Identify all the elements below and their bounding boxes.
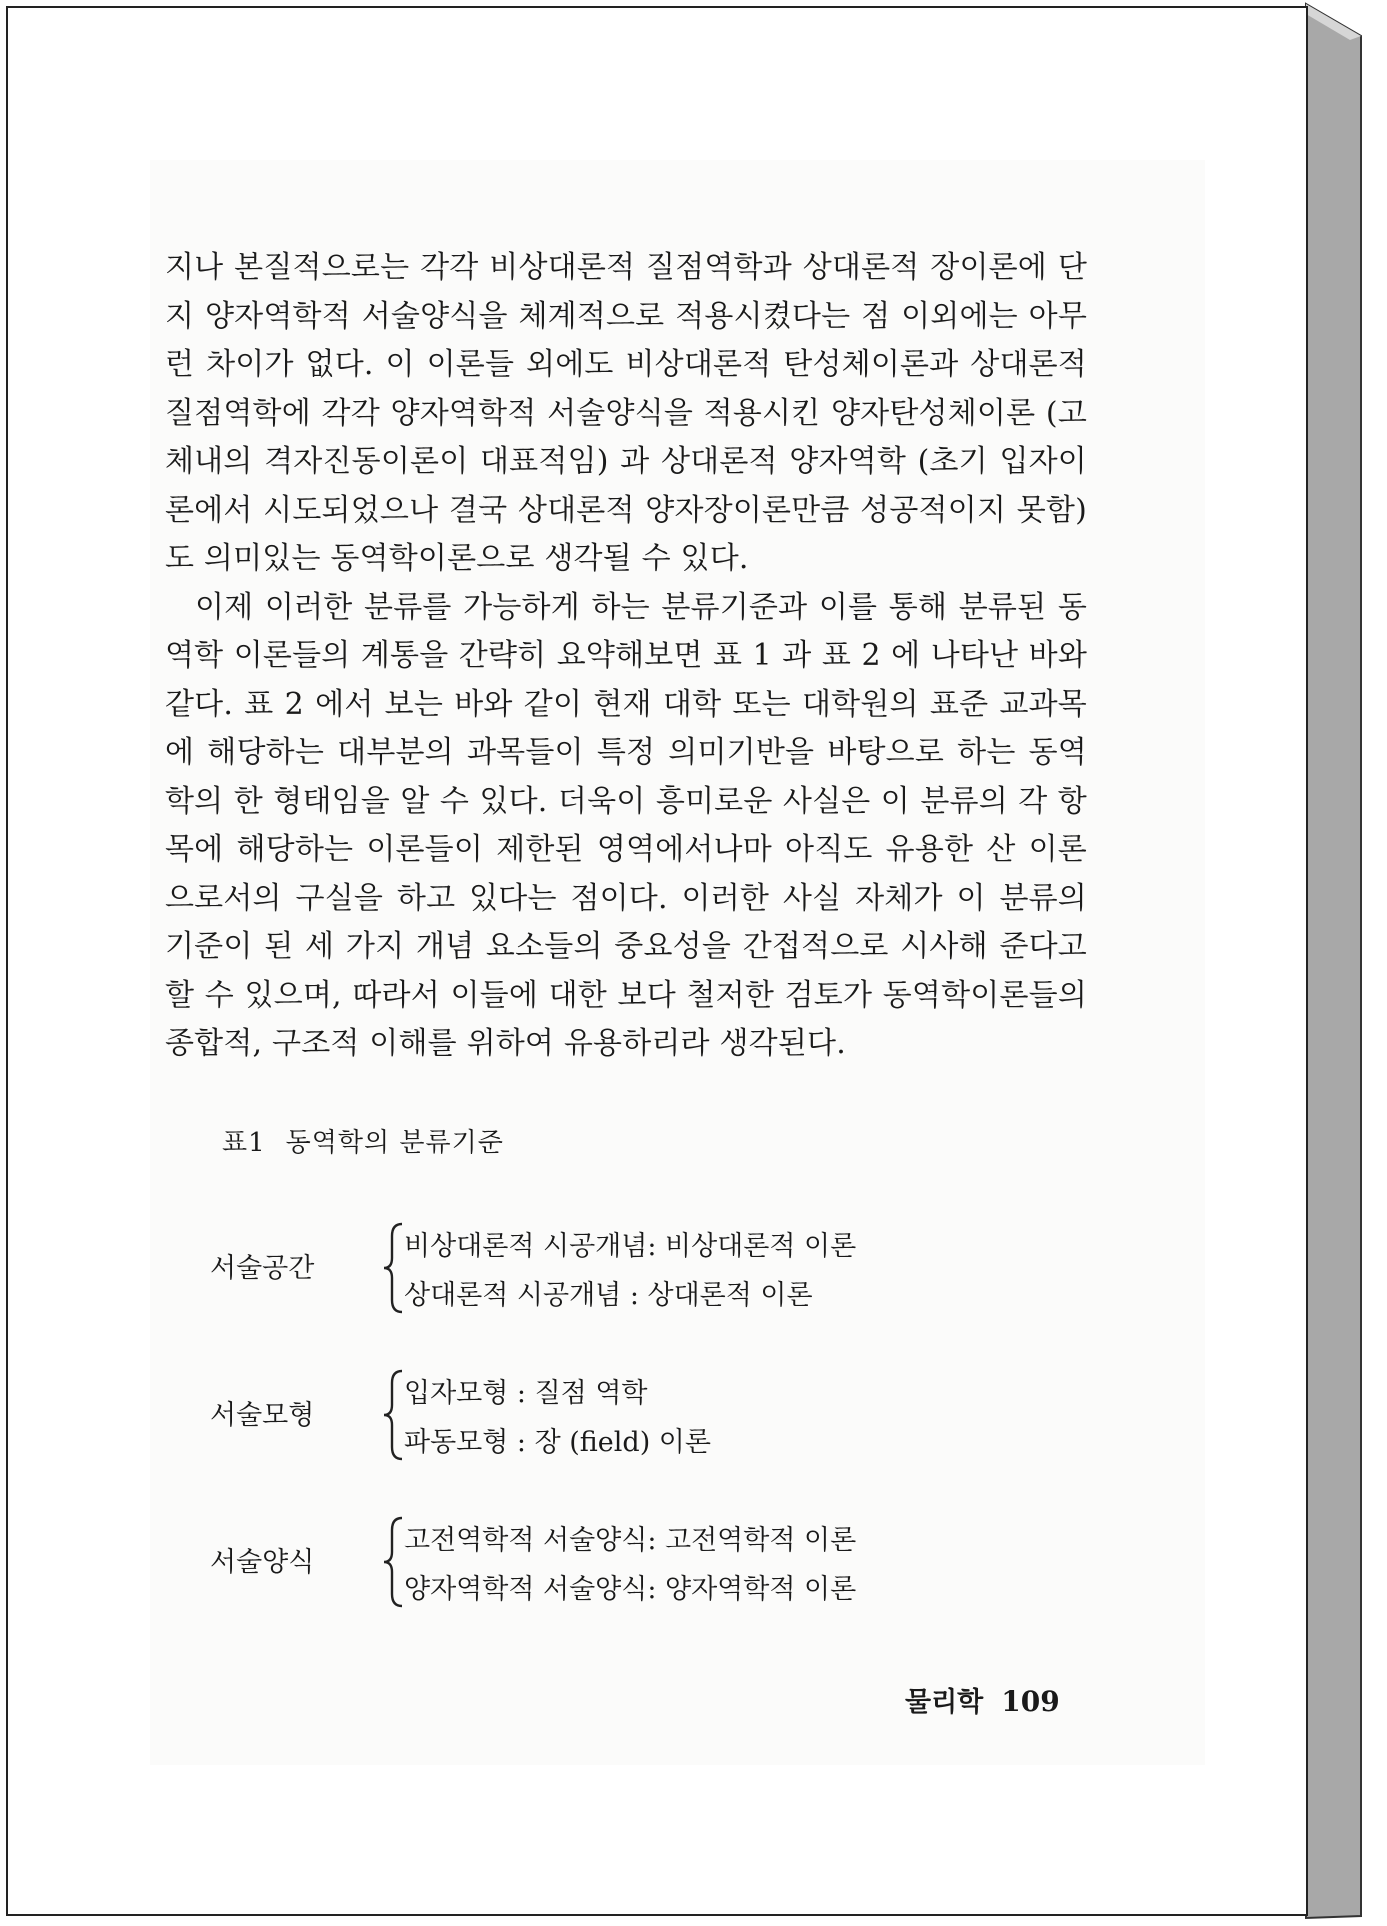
- criterion-item: 파동모형 : 장 (field) 이론: [404, 1427, 711, 1458]
- criterion-item: 입자모형 : 질점 역학: [404, 1378, 648, 1409]
- table-number: 표1: [222, 1128, 266, 1158]
- brace-icon: [380, 1365, 406, 1465]
- criterion-item: 상대론적 시공개념 : 상대론적 이론: [404, 1280, 813, 1311]
- body-text: [165, 244, 1087, 1069]
- brace-icon: [380, 1512, 406, 1612]
- page-footer: [905, 1680, 1060, 1719]
- criterion-label: 서술양식: [210, 1547, 315, 1578]
- criterion-description-mode: [210, 1512, 910, 1612]
- criterion-label: 서술공간: [210, 1253, 315, 1284]
- criterion-item: 고전역학적 서술양식: 고전역학적 이론: [404, 1525, 857, 1556]
- table-title: 동역학의 분류기준: [285, 1128, 504, 1158]
- paragraph: 지나 본질적으로는 각각 비상대론적 질점역학과 상대론적 장이론에 단지 양자역학적 서술양식을 체계적으로 적용시켰다는 점 이외에는 아무런 차이가 없다. 이 이론들 외에도 비상대론적 탄성체이론과 상대론적 질점역학에 각각 양자역학적 서술양식을 적용시킨 양자탄성체이론 (고체내의 격자진동이론이 대표적임) 과 상대론적 양자역학 (초기 입자이론에서 시도되었으나 결국 상대론적 양자장이론만큼 성공적이지 못함) 도 의미있는 동역학이론으로 생각될 수 있다.: [165, 250, 1087, 576]
- page-number: 109: [1001, 1685, 1060, 1718]
- brace-icon: [380, 1218, 406, 1318]
- paragraph: 이제 이러한 분류를 가능하게 하는 분류기준과 이를 통해 분류된 동역학 이론들의 계통을 간략히 요약해보면 표 1 과 표 2 에 나타난 바와 같다. 표 2 에서 보는 바와 같이 현재 대학 또는 대학원의 표준 교과목에 해당하는 대부분의 과목들이 특정 의미기반을 바탕으로 하는 동역학의 한 형태임을 알 수 있다. 더욱이 흥미로운 사실은 이 분류의 각 항목에 해당하는 이론들이 제한된 영역에서나마 아직도 유용한 산 이론으로서의 구실을 하고 있다는 점이다. 이러한 사실 자체가 이 분류의 기준이 된 세 가지 개념 요소들의 중요성을 간접적으로 시사해 준다고 할 수 있으며, 따라서 이들에 대한 보다 철저한 검토가 동역학이론들의 종합적, 구조적 이해를 위하여 유용하리라 생각된다.: [165, 589, 1087, 1061]
- criterion-label: 서술모형: [210, 1400, 315, 1431]
- running-section-title: 물리학: [905, 1687, 984, 1718]
- criterion-description-model: [210, 1365, 910, 1465]
- criterion-description-space: [210, 1218, 910, 1318]
- criterion-item: 비상대론적 시공개념: 비상대론적 이론: [404, 1231, 857, 1262]
- table-caption: [222, 1122, 504, 1159]
- criterion-item: 양자역학적 서술양식: 양자역학적 이론: [404, 1574, 857, 1605]
